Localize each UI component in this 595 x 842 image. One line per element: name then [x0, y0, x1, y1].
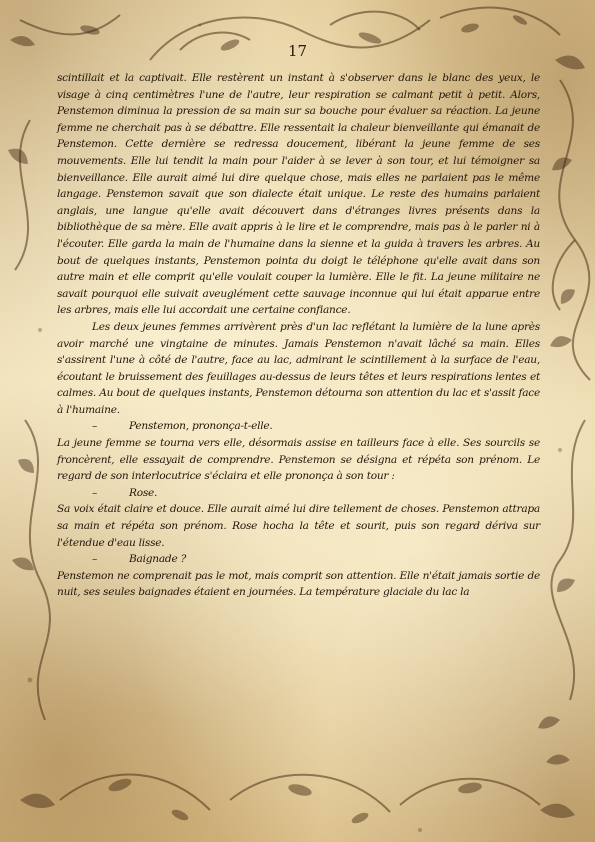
dialogue-text: Rose. — [129, 486, 158, 499]
page-number: 17 — [287, 42, 308, 60]
dialogue-dash: – — [92, 420, 98, 433]
dialogue-line — [57, 485, 540, 502]
dialogue-text: Baignade ? — [129, 553, 187, 566]
paragraph: scintillait et la captivait. Elle restèrent un instant à s'observer dans le blanc des yeux, le visage à cinq centimètres l'une de l'autre, leur respiration se calmant petit à petit. Alors, Penstemon diminua la pression de sa main sur sa bouche pour évaluer sa réaction. La jeune femme ne cherchait pas à se débattre. Elle ressentait la chaleur bienveillante qui émanait de Penstemon. Cette dernière se redressa doucement, libérant la jeune femme de ses mouvements. Elle lui tendit la main pour l'aider à se lever à son tour, et lui témoigner sa bienveillance. Elle aurait aimé lui dire quelque chose, mais elles ne parlaient pas le même langage. Penstemon savait que son dialecte était unique. Le reste des humains parlaient anglais, une langue qu'elle avait découvert dans d'étranges livres présents dans la bibliothèque de sa mère. Elle avait appris à le lire et le comprendre, mais pas à le parler ni à l'écouter. Elle garda la main de l'humaine dans la sienne et la guida à travers les arbres. Au bout de quelques instants, Penstemon pointa du doigt le téléphone qu'elle avait dans son autre main et elle comprit qu'elle voulait couper la lumière. Elle le fit. La jeune militaire ne savait pourquoi elle suivait aveuglément cette sauvage inconnue qui lui était apparue entre les arbres, mais elle lui accordait une certaine confiance. — [57, 72, 540, 317]
dialogue-dash: – — [92, 553, 98, 566]
paragraph: Les deux jeunes femmes arrivèrent près d'un lac reflétant la lumière de la lune après avoir marché une vingtaine de minutes. Jamais Penstemon n'avait lâché sa main. Elles s'assirent l'une à côté de l'autre, face au lac, admirant le scintillement à la surface de l'eau, écoutant le bruissement des feuillages au-dessus de leurs têtes et leurs respirations lentes et calmes. Au bout de quelques instants, Penstemon détourna son attention du lac et s'assit face à l'humaine. — [57, 320, 540, 416]
dialogue-text: Penstemon, prononça-t-elle. — [129, 420, 273, 433]
dialogue-dash: – — [92, 486, 98, 499]
paragraph: Penstemon ne comprenait pas le mot, mais comprit son attention. Elle n'était jamais sortie de nuit, ses seules baignades étaient en journées. La température glaciale du lac la — [57, 569, 540, 599]
dialogue-line — [57, 551, 540, 568]
dialogue-line — [57, 418, 540, 435]
story-text — [57, 70, 540, 601]
paragraph: La jeune femme se tourna vers elle, désormais assise en tailleurs face à elle. Ses sourcils se froncèrent, elle essayait de comprendre. Penstemon se désigna et répéta son prénom. Le regard de son interlocutrice s'éclaira et elle prononça à son tour : — [57, 437, 540, 483]
paragraph: Sa voix était claire et douce. Elle aurait aimé lui dire tellement de choses. Penstemon attrapa sa main et répéta son prénom. Rose hocha la tête et sourit, puis son regard dériva sur l'étendue d'eau lisse. — [57, 503, 540, 549]
